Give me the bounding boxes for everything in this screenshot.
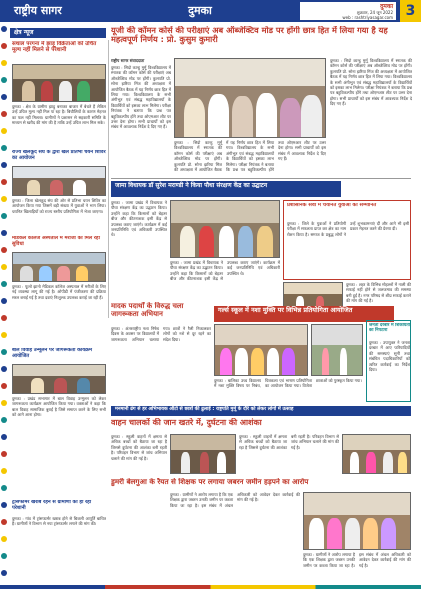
lead-photo [174,58,326,138]
section-kicker: क्षेत्र न्यूज [10,28,106,38]
right-small-body: दुमका : उपायुक्त ने जनता दरबार में आए फरियादियों की समस्याएं सुनीं तथा संबंधित पदाधिकारियों को त्वरित कार्रवाई का निर्देश दिया। [369,340,410,373]
right-boxed-body: दुमका : जिले के युवाओं ने प्रतियोगी परीक्षा में सफलता प्राप्त कर क्षेत्र का नाम रोशन किया है। समाज के प्रबुद्ध लोगों ने उन्हें शुभकामनाएं दीं और आगे भी इसी प्रकार मेहनत करने की प्रेरणा दी। [287,221,409,237]
bottom-photo-3 [303,492,411,550]
right-small-box [366,320,411,402]
newspaper-brand: राष्ट्रीय सागर [14,4,62,17]
lead-body-under-photo: दुमका : सिदो कान्हु मुर्मू विश्वविद्यालय में स्नातक की कॉमन कोर्स की परीक्षाएं अब ऑब्जेक्टिव मोड पर होंगी। कुलपति प्रो. सोना झरिया मिंज की अध्यक्षता में आयोजित बैठक में यह निर्णय छात्र हित में लिया गया। विश्वविद्यालय के सभी अंगीभूत एवं संबद्ध महाविद्यालयों के विद्यार्थियों को इसका लाभ मिलेगा। परीक्षा नियंत्रक ने बताया कि प्रश्न पत्र बहुविकल्पीय होंगे तथा ओएमआर शीट पर उत्तर देना होगा। सभी प्राचार्यों को इस संबंध में आवश्यक निर्देश दे दिए गए हैं। [174,140,326,173]
mid-story-1-headline: जामा विधायक डॉ सुरेश मराण्डी ने किया पौधा संरक्षण केंद्र का उद्घाटन [111,181,341,197]
right-boxed-story [283,200,411,280]
masthead [0,0,421,22]
lead-byline: राष्ट्रीय सागर संवाददाता [111,58,145,63]
left-story-2-photo [12,166,106,196]
bottom-photo-2 [342,434,411,474]
edition-city: दुमका [380,3,393,10]
left-story-3-body: दुमका : फूलो झानो मेडिकल कॉलेज अस्पताल में मरीजों के लिए नई व्यवस्था लागू की गई है। ओपीडी में पंजीकरण की प्रक्रिया सरल बनाई गई है तथा दवाएं निःशुल्क उपलब्ध कराई जा रही हैं। [12,284,106,300]
section-rule [111,178,411,179]
edition-info [300,2,396,20]
lead-body: दुमका : सिदो कान्हु मुर्मू विश्वविद्यालय में स्नातक की कॉमन कोर्स की परीक्षाएं अब ऑब्जेक्टिव मोड पर होंगी। कुलपति प्रो. सोना झरिया मिंज की अध्यक्षता में आयोजित बैठक में यह निर्णय छात्र हित में लिया गया। विश्वविद्यालय के सभी अंगीभूत एवं संबद्ध महाविद्यालयों के विद्यार्थियों को इसका लाभ मिलेगा। परीक्षा नियंत्रक ने बताया कि प्रश्न पत्र बहुविकल्पीय होंगे तथा ओएमआर शीट पर उत्तर देना होगा। सभी प्राचार्यों को इस संबंध में आवश्यक निर्देश दे दिए गए हैं। [111,65,171,130]
left-story-4-headline: बाल विवाह उन्मूलन पर जागरूकता कार्यक्रम आयोजित [12,348,92,359]
mid-story-2-headline: मादक पदार्थों के विरुद्ध चला जागरूकता अभियान [111,302,184,319]
left-story-4-body: दुमका : प्रखंड सभागार में बाल विवाह उन्मूलन को लेकर जागरूकता कार्यक्रम आयोजित किया गया। वक्ताओं ने कहा कि बाल विवाह सामाजिक बुराई है जिसे समाप्त करने के लिए सभी को आगे आना होगा। [12,396,106,418]
mid-story-1-body-2: दुमका : जामा प्रखंड में विधायक ने पौधा संरक्षण केंद्र का उद्घाटन किया। उन्होंने कहा कि किसानों को बेहतर बीज और कीटनाशक इसी केंद्र से उपलब्ध कराए जाएंगे। कार्यक्रम में कई जनप्रतिनिधि एवं अधिकारी उपस्थित थे। [170,260,280,282]
bottom-story-2-body-2: दुमका : ग्रामीणों ने आरोप लगाया है कि एक शिक्षक द्वारा जबरन उनकी जमीन पर कब्जा किया जा रहा है। इस संबंध में अंचल अधिकारी को आवेदन देकर कार्रवाई की मांग की गई है। [303,552,411,568]
mid-story-3-photo [214,324,308,376]
mid-story-1-body: दुमका : जामा प्रखंड में विधायक ने पौधा संरक्षण केंद्र का उद्घाटन किया। उन्होंने कहा कि किसानों को बेहतर बीज और कीटनाशक इसी केंद्र से उपलब्ध कराए जाएंगे। कार्यक्रम में कई जनप्रतिनिधि एवं अधिकारी उपस्थित थे। [111,200,167,238]
left-story-2-body: दुमका : जिला खेलकूद संघ की ओर से प्रतिभा चयन शिविर का आयोजन किया गया जिसमें बड़ी संख्या में युवाओं ने भाग लिया। चयनित खिलाड़ियों को राज्य स्तरीय प्रतियोगिता में भेजा जाएगा। [12,198,106,214]
mid-story-1-photo [170,200,280,258]
mid-story-2-body: दुमका : अंतरराष्ट्रीय नशा निषेध दिवस के अवसर पर विद्यालयों में जागरूकता अभियान चलाया गया। छात्रों ने रैली निकालकर लोगों को नशे से दूर रहने का संदेश दिया। [111,326,211,342]
mid-story-3-headline: गर्ल्स स्कूल में नशा मुक्ति पर विभिन्न प्रतियोगिता आयोजित [214,306,394,322]
edition-title: दुमका [188,4,212,17]
lead-headline: यूजी की कॉमन कोर्स की परीक्षाएं अब ऑब्जेक्टिव मोड पर होंगी छात्र हित में लिया गया है यह महत्वपूर्ण निर्णय : प्रो. कुसुम कुमारी [111,26,388,45]
left-story-3-headline: मेडिकल कॉलेज अस्पताल में मरीजों को मिल रही सुविधा [12,236,100,247]
bottom-photo-1 [170,434,236,474]
edition-web: web : rashtriyasagar.com [342,15,393,20]
left-story-2-headline: राज्य खेलकूद संघ के द्वारा खेल प्रतिभा चयन शिविर का आयोजन [12,150,106,161]
bottom-banner: मनमानी ढंग से हर अभिभावक ऑटो से छात्रों की ढुलाई : राष्ट्रपति मुर्मू के दौरे को लेकर लोगों में उत्साह [111,406,411,416]
right-boxed-headline: प्रशासनिक सेवा में चयनित युवाओं को सम्मानित [287,203,377,208]
bottom-headline-1: वाहन चालकों की जान खतरे में, दुर्घटना की आशंका [111,418,262,427]
left-story-3-photo [12,252,106,282]
bottom-story-2-body: दुमका : ग्रामीणों ने आरोप लगाया है कि एक शिक्षक द्वारा जबरन उनकी जमीन पर कब्जा किया जा रहा है। इस संबंध में अंचल अधिकारी को आवेदन देकर कार्रवाई की मांग की गई है। [170,492,300,508]
right-small-headline: जनता दरबार में शिकायतों का निपटारा [369,323,410,334]
bottom-story-1-body: दुमका : स्कूली वाहनों में क्षमता से अधिक बच्चों को बैठाया जा रहा है जिससे दुर्घटना की आशंका बनी रहती है। परिवहन विभाग से जांच अभियान चलाने की मांग की गई है। [111,434,167,461]
mid-story-3-body: दुमका : बालिका उच्च विद्यालय में नशा मुक्ति विषय पर निबंध, चित्रकला एवं भाषण प्रतियोगिता का आयोजन किया गया। विजेता छात्राओं को पुरस्कृत किया गया। [214,378,362,389]
left-story-1-headline: संथाल परगना में झाड़ू विक्रेताओं को उचित मूल्य नहीं मिलने से परेशानी [12,41,97,54]
bottom-side-body: दुमका : गांव में ट्रांसफार्मर खराब होने से बिजली आपूर्ति बाधित है। ग्रामीणों ने विभाग से नया ट्रांसफार्मर लगाने की मांग की। [12,516,106,527]
bottom-side-headline: ट्रांसफार्मर खराब रहने से ग्रामीणों को हो रही परेशानी [12,500,92,511]
lead-body-continued: दुमका : सिदो कान्हु मुर्मू विश्वविद्यालय में स्नातक की कॉमन कोर्स की परीक्षाएं अब ऑब्जेक्टिव मोड पर होंगी। कुलपति प्रो. सोना झरिया मिंज की अध्यक्षता में आयोजित बैठक में यह निर्णय छात्र हित में लिया गया। विश्वविद्यालय के सभी अंगीभूत एवं संबद्ध महाविद्यालयों के विद्यार्थियों को इसका लाभ मिलेगा। परीक्षा नियंत्रक ने बताया कि प्रश्न पत्र बहुविकल्पीय होंगे तथा ओएमआर शीट पर उत्तर देना होगा। सभी प्राचार्यों को इस संबंध में आवश्यक निर्देश दे दिए गए हैं। [330,58,412,107]
bottom-story-1-body-2: दुमका : स्कूली वाहनों में क्षमता से अधिक बच्चों को बैठाया जा रहा है जिससे दुर्घटना की आशंका बनी रहती है। परिवहन विभाग से जांच अभियान चलाने की मांग की गई है। [239,434,339,450]
left-story-1-photo [12,64,106,102]
color-registration-rail [0,26,8,578]
column-rule [108,40,109,318]
edition-date: शुक्रवार, 24 जून 2022 [356,10,393,15]
right-story-1-body: दुमका : शहर के विभिन्न मोहल्लों में नाली की सफाई नहीं होने से जलजमाव की समस्या बनी हुई है। नगर परिषद से शीघ्र सफाई कराने की मांग की गई है। [346,282,411,304]
footer-color-bar [0,580,421,595]
bottom-headline-2: डुमरी बेलगुआ के रैयत से शिक्षक पर लगाया जबरन जमीन हड़पने का आरोप [111,478,309,486]
page-number: 3 [400,0,421,22]
left-story-4-photo [12,364,106,394]
left-story-1-body: दुमका : क्षेत्र के ग्रामीण झाड़ू बनाकर बाजार में बेचते हैं लेकिन उन्हें उचित मूल्य नहीं मिल पा रहा है। बिचौलियों के कारण मेहनत का फल नहीं मिलता। ग्रामीणों ने प्रशासन से सहकारी समिति के माध्यम से खरीद की मांग की है ताकि उन्हें उचित लाभ मिल सके। [12,104,106,126]
mid-story-3-photo-2 [311,324,363,376]
